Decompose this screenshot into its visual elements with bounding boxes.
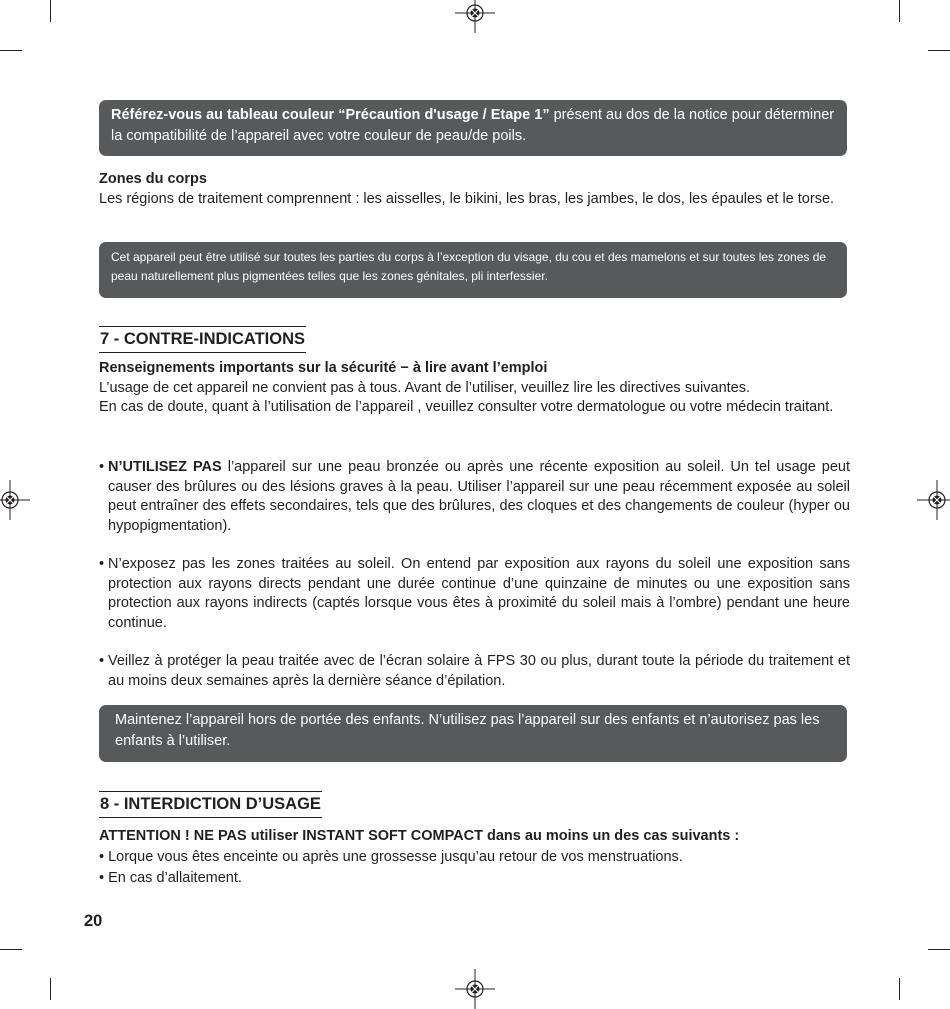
contraindication-bullet bbox=[99, 652, 850, 691]
bullet-marker: • bbox=[99, 653, 105, 669]
bullet-text: N’exposez pas les zones traitées au soleil. On entend par exposition aux rayons du soleil une exposition sans protection aux rayons directs pendant une durée continue d’une quinzaine de minutes ou une exposition sans protection aux rayons indirects (captés lorsque vous êtes à proximité du soleil mais à l’ombre) pendant une heure continue. bbox=[108, 556, 850, 631]
crop-mark bbox=[0, 949, 22, 950]
attention-warning: ATTENTION ! NE PAS utiliser INSTANT SOFT COMPACT dans au moins un des cas suivants : bbox=[99, 828, 740, 844]
registration-mark-icon bbox=[0, 480, 30, 520]
registration-mark-icon bbox=[455, 969, 495, 1009]
bullet-text: l’appareil sur une peau bronzée ou après une récente exposition au soleil. Un tel usage peut causer des brûlures ou des lésions graves à la peau. Utiliser l’appareil sur une peau récemment exposée au soleil peut entraîner des effets secondaires, tels que des brûlures, des cloques et des changements de couleur (hyper ou hypopigmentation). bbox=[108, 459, 850, 534]
crop-mark bbox=[0, 50, 22, 51]
children-warning-text: Maintenez l’appareil hors de portée des enfants. N’utilisez pas l’appareil sur des enfants et n’autorisez pas les enfants à l’utiliser. bbox=[115, 712, 820, 749]
body-parts-notice-box bbox=[99, 242, 847, 298]
contraindication-bullet bbox=[99, 555, 850, 633]
crop-mark bbox=[928, 949, 950, 950]
bullet-text: Veillez à protéger la peau traitée avec de l’écran solaire à FPS 30 ou plus, durant toute la période du traitement et au moins deux semaines après la dernière séance d’épilation. bbox=[108, 653, 850, 689]
page-number: 20 bbox=[84, 912, 103, 930]
prohibition-item: • Lorque vous êtes enceinte ou après une grossesse jusqu’au retour de vos menstruations. bbox=[99, 849, 683, 865]
crop-mark bbox=[928, 50, 950, 51]
safety-intro-line: L’usage de cet appareil ne convient pas à tous. Avant de l’utiliser, veuillez lire les directives suivantes. bbox=[99, 379, 750, 396]
contraindication-bullet bbox=[99, 458, 850, 536]
body-parts-notice-text: Cet appareil peut être utilisé sur toutes les parties du corps à l’exception du visage, du cou et des mamelons et sur toutes les zones de peau naturellement plus pigmentées telles que les zones génitales, pli interfessier. bbox=[111, 250, 827, 283]
crop-mark bbox=[50, 978, 51, 1000]
body-zones-section bbox=[99, 170, 849, 209]
color-table-notice-box bbox=[99, 100, 847, 156]
notice-text: présent au dos de la notice pour déterminer la compatibilité de l’appareil avec votre couleur de peau/de poils. bbox=[111, 107, 835, 144]
registration-mark-icon bbox=[917, 480, 950, 520]
crop-mark bbox=[899, 978, 900, 1000]
section-7-title: 7 - CONTRE-INDICATIONS bbox=[99, 326, 306, 353]
crop-mark bbox=[50, 0, 51, 22]
bullet-marker: • bbox=[99, 459, 105, 475]
safety-doubt-line: En cas de doute, quant à l’utilisation de l’appareil , veuillez consulter votre dermatologue ou votre médecin traitant. bbox=[99, 399, 834, 415]
safety-info-intro bbox=[99, 359, 849, 418]
notice-bold-text: Référez-vous au tableau couleur “Précaution d'usage / Etape 1” bbox=[111, 107, 550, 123]
bullet-marker: • bbox=[99, 556, 105, 572]
children-warning-box bbox=[99, 705, 847, 762]
safety-subheading: Renseignements importants sur la sécurité − à lire avant l’emploi bbox=[99, 360, 548, 376]
usage-prohibition-list bbox=[99, 826, 849, 889]
prohibition-item: • En cas d’allaitement. bbox=[99, 870, 242, 886]
bullet-bold-text: N’UTILISEZ PAS bbox=[108, 459, 222, 475]
registration-mark-icon bbox=[455, 0, 495, 33]
body-zones-text: Les régions de traitement comprennent : les aisselles, le bikini, les bras, les jambes, le dos, les épaules et le torse. bbox=[99, 190, 835, 207]
section-8-title: 8 - INTERDICTION D’USAGE bbox=[99, 791, 322, 818]
crop-mark bbox=[899, 0, 900, 22]
body-zones-heading: Zones du corps bbox=[99, 171, 207, 187]
